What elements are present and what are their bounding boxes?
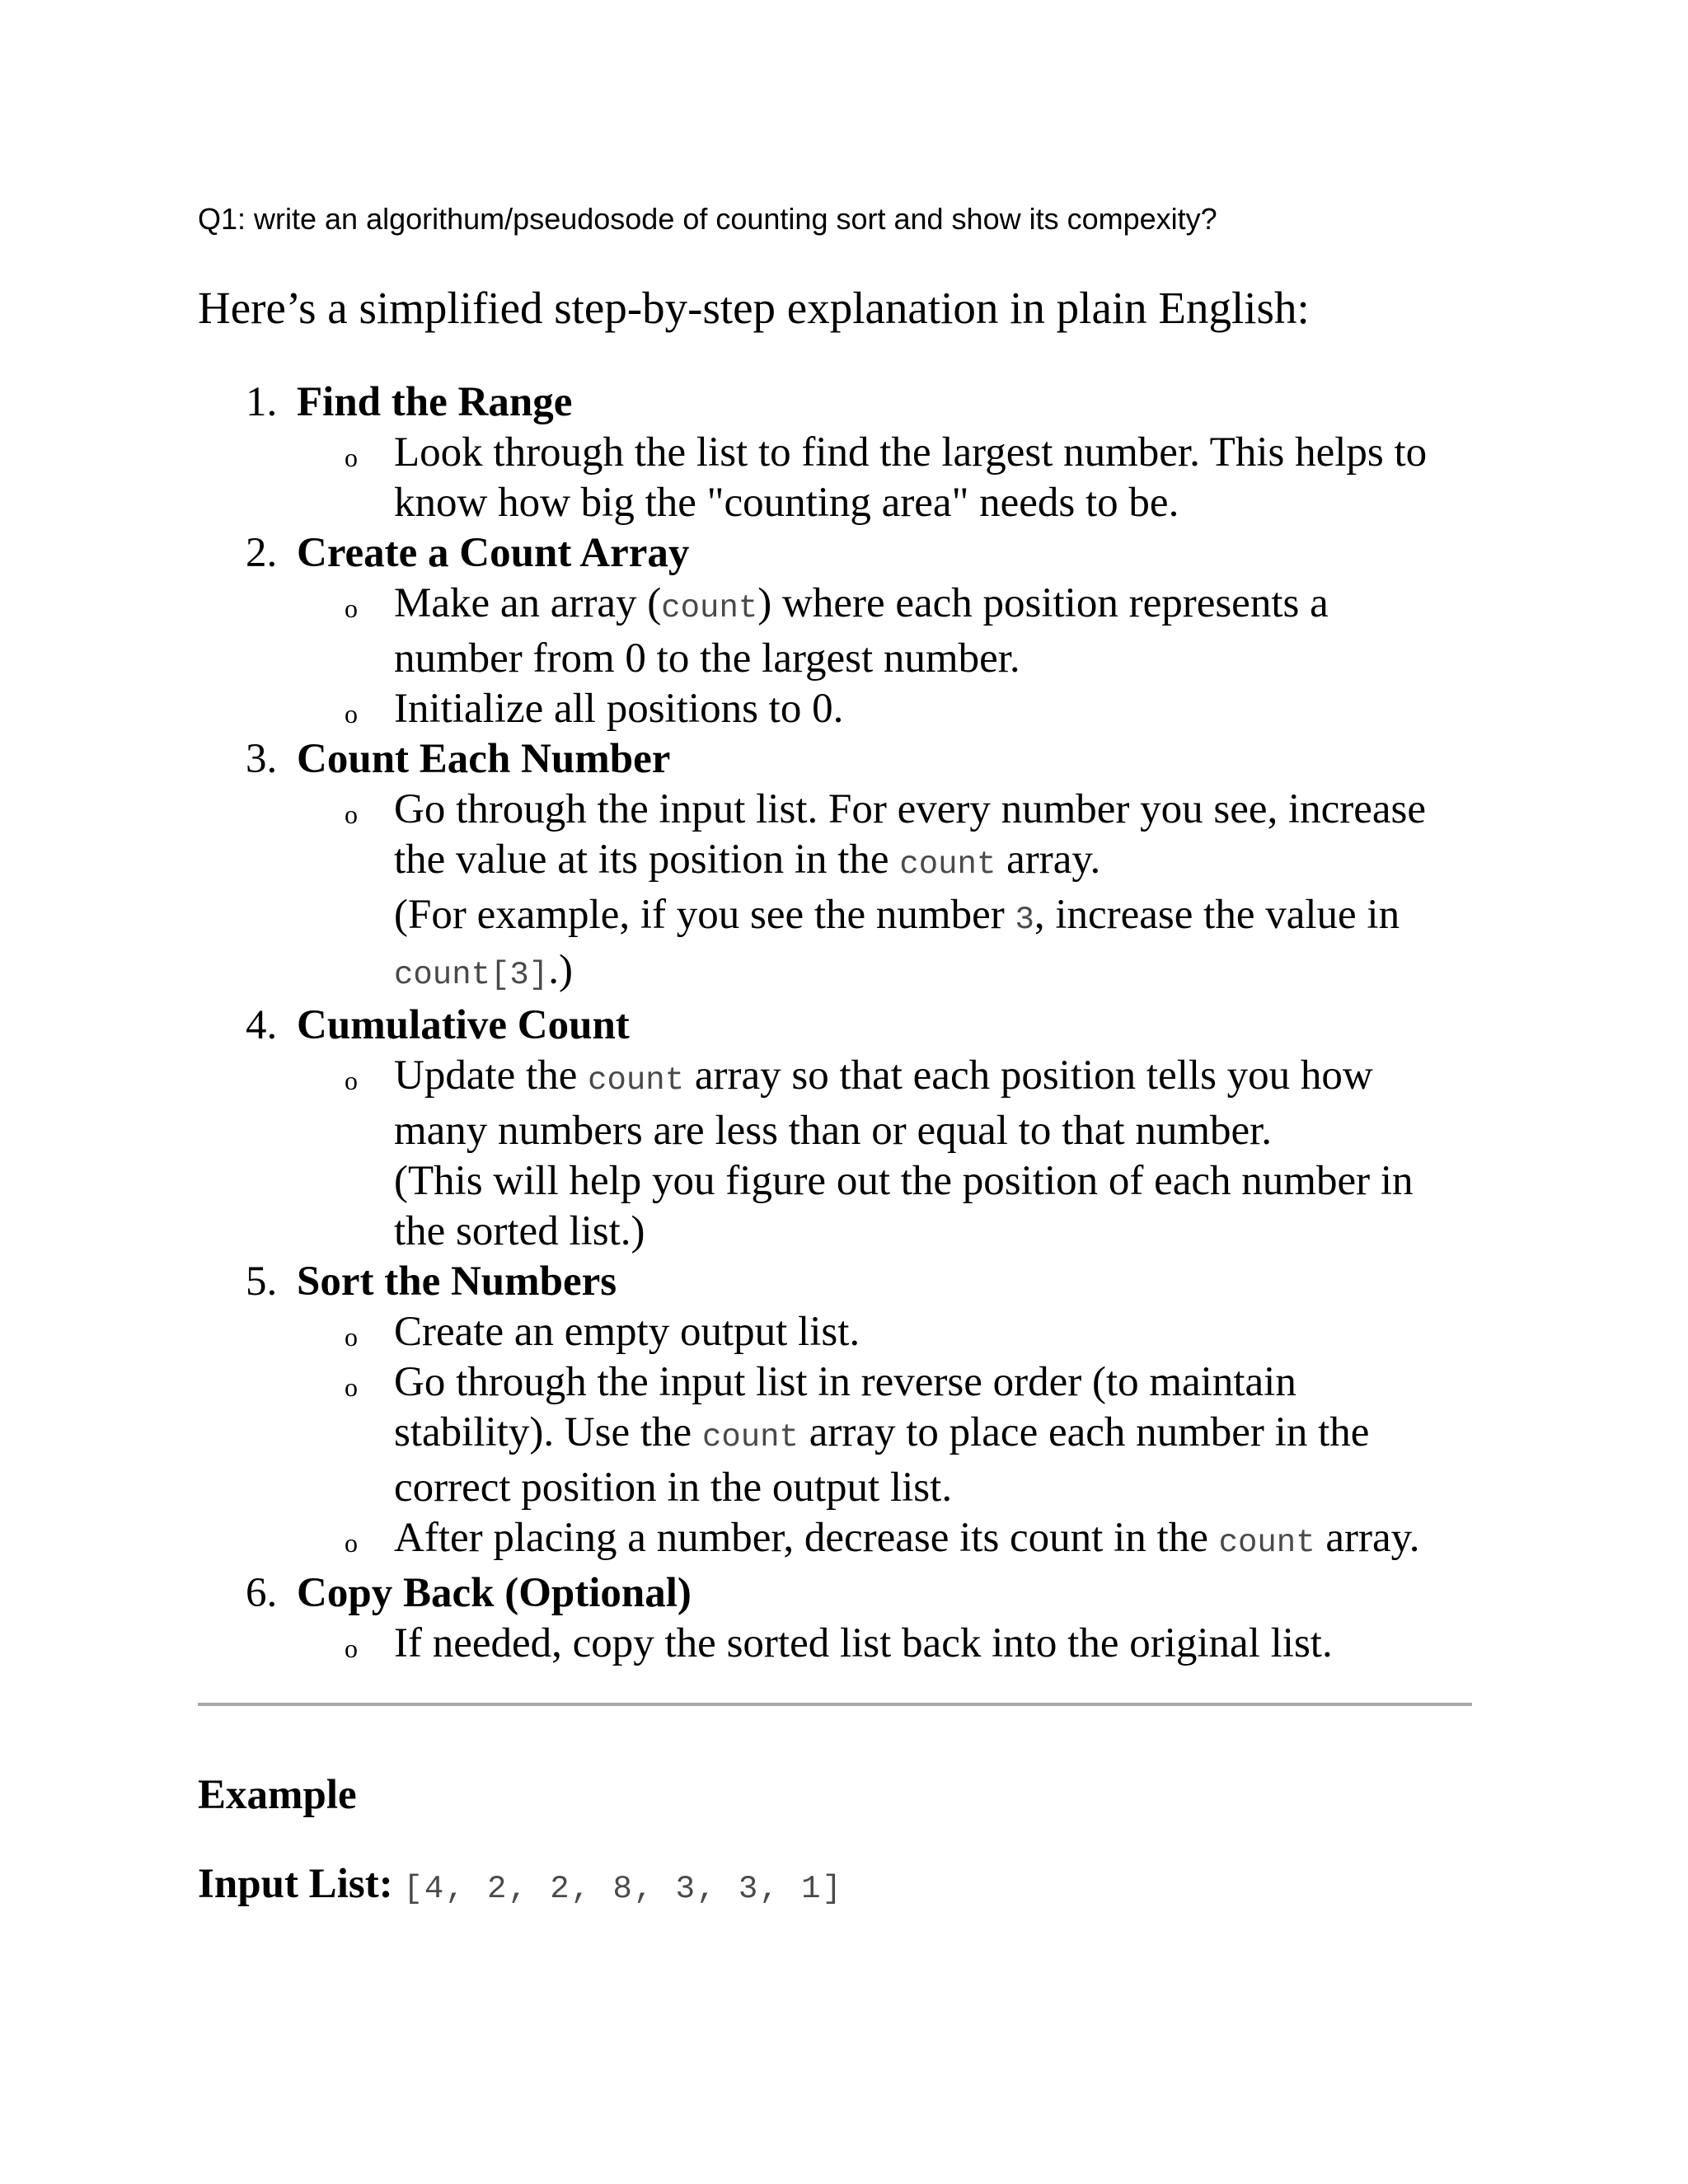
step-title: Find the Range: [297, 379, 573, 425]
text-run: Update the: [394, 1052, 588, 1099]
inline-code: count: [1218, 1525, 1315, 1561]
bullet-item: [198, 684, 1484, 734]
text-run: stability). Use the: [394, 1409, 702, 1455]
bullet-marker-icon: o: [345, 699, 358, 729]
step-item: [198, 1568, 1484, 1669]
text-run: Make an array (: [394, 580, 662, 626]
bullet-line: [394, 1207, 1484, 1257]
bullet-item: [198, 428, 1484, 528]
intro-paragraph: Here’s a simplified step-by-step explanation in plain English:: [198, 283, 1310, 333]
bullet-item: [198, 1307, 1484, 1357]
bullet-line: [394, 1357, 1484, 1408]
bullet-item: [198, 785, 1484, 1001]
text-run: many numbers are less than or equal to that number.: [394, 1108, 1273, 1154]
bullet-line: [394, 890, 1484, 945]
text-run: Go through the input list in reverse order (to maintain: [394, 1359, 1296, 1405]
step-item: [198, 528, 1484, 734]
bullet-item: [198, 1357, 1484, 1513]
input-list-value: [4, 2, 2, 8, 3, 3, 1]: [403, 1871, 843, 1907]
bullet-text: [394, 428, 1484, 528]
bullet-line: [394, 684, 1484, 734]
bullet-line: [394, 634, 1484, 684]
step-header: [198, 734, 1484, 785]
bullet-marker-icon: o: [345, 1633, 358, 1663]
text-run: correct position in the output list.: [394, 1465, 953, 1511]
text-run: number from 0 to the largest number.: [394, 635, 1020, 682]
step-number: 6.: [246, 1570, 278, 1616]
step-header: [198, 1568, 1484, 1619]
bullet-text: [394, 1357, 1484, 1513]
inline-code: count[3]: [394, 957, 549, 993]
bullet-line: [394, 428, 1484, 478]
text-run: array so that each position tells you how: [684, 1052, 1373, 1099]
step-number: 3.: [246, 736, 278, 782]
bullet-line: [394, 1408, 1484, 1463]
step-item: [198, 1001, 1484, 1257]
text-run: Initialize all positions to 0.: [394, 686, 844, 732]
bullet-line: [394, 1463, 1484, 1513]
step-number: 4.: [246, 1002, 278, 1048]
text-run: array.: [996, 837, 1101, 883]
step-bullets: [198, 785, 1484, 1001]
step-item: [198, 377, 1484, 528]
step-header: [198, 1257, 1484, 1307]
bullet-item: [198, 1619, 1484, 1669]
bullet-line: [394, 1156, 1484, 1207]
bullet-line: [394, 945, 1484, 1001]
bullet-marker-icon: o: [345, 443, 358, 472]
text-run: .): [548, 947, 573, 993]
text-run: the value at its position in the: [394, 837, 900, 883]
bullet-line: [394, 1106, 1484, 1156]
text-run: (For example, if you see the number: [394, 892, 1015, 938]
step-header: [198, 1001, 1484, 1051]
step-number: 1.: [246, 379, 278, 425]
bullet-marker-icon: o: [345, 799, 358, 829]
step-title: Create a Count Array: [297, 530, 690, 576]
bullet-item: [198, 1051, 1484, 1257]
text-run: the sorted list.): [394, 1208, 645, 1254]
bullet-marker-icon: o: [345, 593, 358, 623]
bullet-text: [394, 1619, 1484, 1669]
step-item: [198, 734, 1484, 1001]
step-title: Copy Back (Optional): [297, 1570, 692, 1616]
step-title: Sort the Numbers: [297, 1258, 617, 1305]
bullet-marker-icon: o: [345, 1066, 358, 1095]
bullet-line: [394, 835, 1484, 890]
bullet-line: [394, 1619, 1484, 1669]
bullet-marker-icon: o: [345, 1322, 358, 1352]
inline-code: count: [661, 590, 758, 626]
bullet-line: [394, 1051, 1484, 1106]
step-item: [198, 1257, 1484, 1568]
bullet-marker-icon: o: [345, 1372, 358, 1402]
inline-code: count: [588, 1062, 685, 1099]
step-number: 5.: [246, 1258, 278, 1305]
horizontal-divider: [198, 1703, 1472, 1706]
bullet-line: [394, 1513, 1484, 1568]
text-run: Look through the list to find the largest number. This helps to: [394, 429, 1428, 476]
text-run: After placing a number, decrease its count in the: [394, 1515, 1219, 1561]
step-bullets: [198, 579, 1484, 734]
text-run: (This will help you figure out the position of each number in: [394, 1158, 1414, 1204]
step-bullets: [198, 1051, 1484, 1257]
step-title: Cumulative Count: [297, 1002, 630, 1048]
step-header: [198, 377, 1484, 428]
bullet-text: [394, 684, 1484, 734]
step-bullets: [198, 1307, 1484, 1568]
inline-code: 3: [1015, 902, 1034, 938]
text-run: Go through the input list. For every number you see, increase: [394, 786, 1427, 832]
input-list-line: [198, 1858, 843, 1915]
bullet-line: [394, 579, 1484, 634]
bullet-text: [394, 785, 1484, 1001]
step-bullets: [198, 1619, 1484, 1669]
bullet-item: [198, 579, 1484, 684]
step-number: 2.: [246, 530, 278, 576]
bullet-text: [394, 1513, 1484, 1568]
bullet-marker-icon: o: [345, 1528, 358, 1558]
bullet-line: [394, 785, 1484, 835]
inline-code: count: [899, 846, 996, 883]
text-run: know how big the "counting area" needs to be.: [394, 480, 1179, 526]
step-bullets: [198, 428, 1484, 528]
bullet-text: [394, 579, 1484, 684]
steps-list: [198, 377, 1484, 1669]
step-title: Count Each Number: [297, 736, 671, 782]
text-run: Create an empty output list.: [394, 1309, 860, 1355]
bullet-line: [394, 1307, 1484, 1357]
example-heading: Example: [198, 1772, 357, 1818]
text-run: array.: [1315, 1515, 1420, 1561]
text-run: , increase the value in: [1034, 892, 1400, 938]
step-header: [198, 528, 1484, 579]
inline-code: count: [701, 1419, 799, 1455]
input-list-label: Input List:: [198, 1861, 393, 1907]
text-run: If needed, copy the sorted list back into the original list.: [394, 1620, 1333, 1666]
bullet-text: [394, 1051, 1484, 1257]
bullet-item: [198, 1513, 1484, 1568]
text-run: array to place each number in the: [798, 1409, 1370, 1455]
text-run: ) where each position represents a: [757, 580, 1329, 626]
bullet-line: [394, 478, 1484, 528]
question-heading: Q1: write an algorithum/pseudosode of counting sort and show its compexity?: [198, 202, 1217, 236]
bullet-text: [394, 1307, 1484, 1357]
